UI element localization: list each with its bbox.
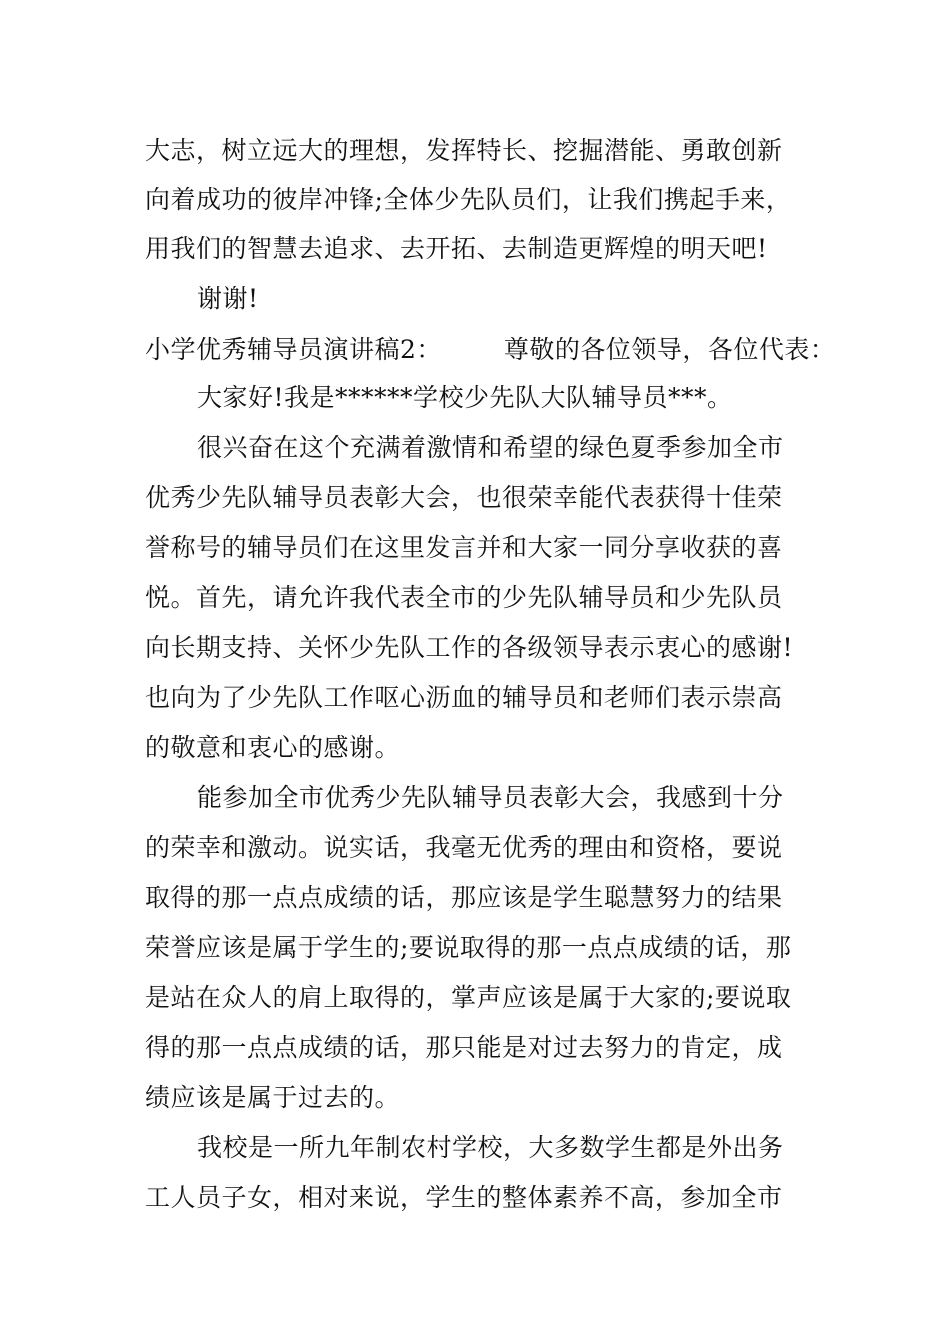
text-line: 用我们的智慧去追求、去开拓、去制造更辉煌的明天吧! (145, 234, 768, 263)
text-line: 我校是一所九年制农村学校，大多数学生都是外出务 (197, 1133, 784, 1162)
text-line: 大志，树立远大的理想，发挥特长、挖掘潜能、勇敢创新 (145, 136, 783, 165)
text-line: 向长期支持、关怀少先队工作的各级领导表示衷心的感谢! (145, 633, 794, 662)
section-heading (145, 335, 835, 365)
text-line: 向着成功的彼岸冲锋;全体少先队员们，让我们携起手来， (145, 185, 792, 214)
heading-salutation: 尊敬的各位领导，各位代表： (503, 335, 836, 364)
text-line: 是站在众人的肩上取得的，掌声应该是属于大家的;要说取 (145, 983, 792, 1012)
text-line: 也向为了少先队工作呕心沥血的辅导员和老师们表示崇高 (145, 683, 783, 712)
text-line: 绩应该是属于过去的。 (145, 1083, 401, 1112)
text-line: 的荣幸和激动。说实话，我毫无优秀的理由和资格，要说 (145, 833, 783, 862)
heading-title: 小学优秀辅导员演讲稿2： (145, 335, 442, 364)
text-line: 得的那一点点成绩的话，那只能是对过去努力的肯定，成 (145, 1033, 783, 1062)
text-line: 很兴奋在这个充满着激情和希望的绿色夏季参加全市 (197, 433, 784, 462)
text-line: 优秀少先队辅导员表彰大会，也很荣幸能代表获得十佳荣 (145, 483, 783, 512)
text-line: 的敬意和衷心的感谢。 (145, 733, 401, 762)
text-line: 荣誉应该是属于学生的;要说取得的那一点点成绩的话，那 (145, 933, 792, 962)
text-line: 大家好!我是******学校少先队大队辅导员***。 (197, 383, 733, 412)
text-line: 取得的那一点点成绩的话，那应该是学生聪慧努力的结果 (145, 883, 783, 912)
text-line: 誉称号的辅导员们在这里发言并和大家一同分享收获的喜 (145, 533, 783, 562)
text-line: 能参加全市优秀少先队辅导员表彰大会，我感到十分 (197, 783, 784, 812)
text-line: 谢谢! (197, 284, 259, 313)
text-line: 工人员子女，相对来说，学生的整体素养不高，参加全市 (145, 1183, 783, 1212)
text-line: 悦。首先，请允许我代表全市的少先队辅导员和少先队员 (145, 583, 783, 612)
